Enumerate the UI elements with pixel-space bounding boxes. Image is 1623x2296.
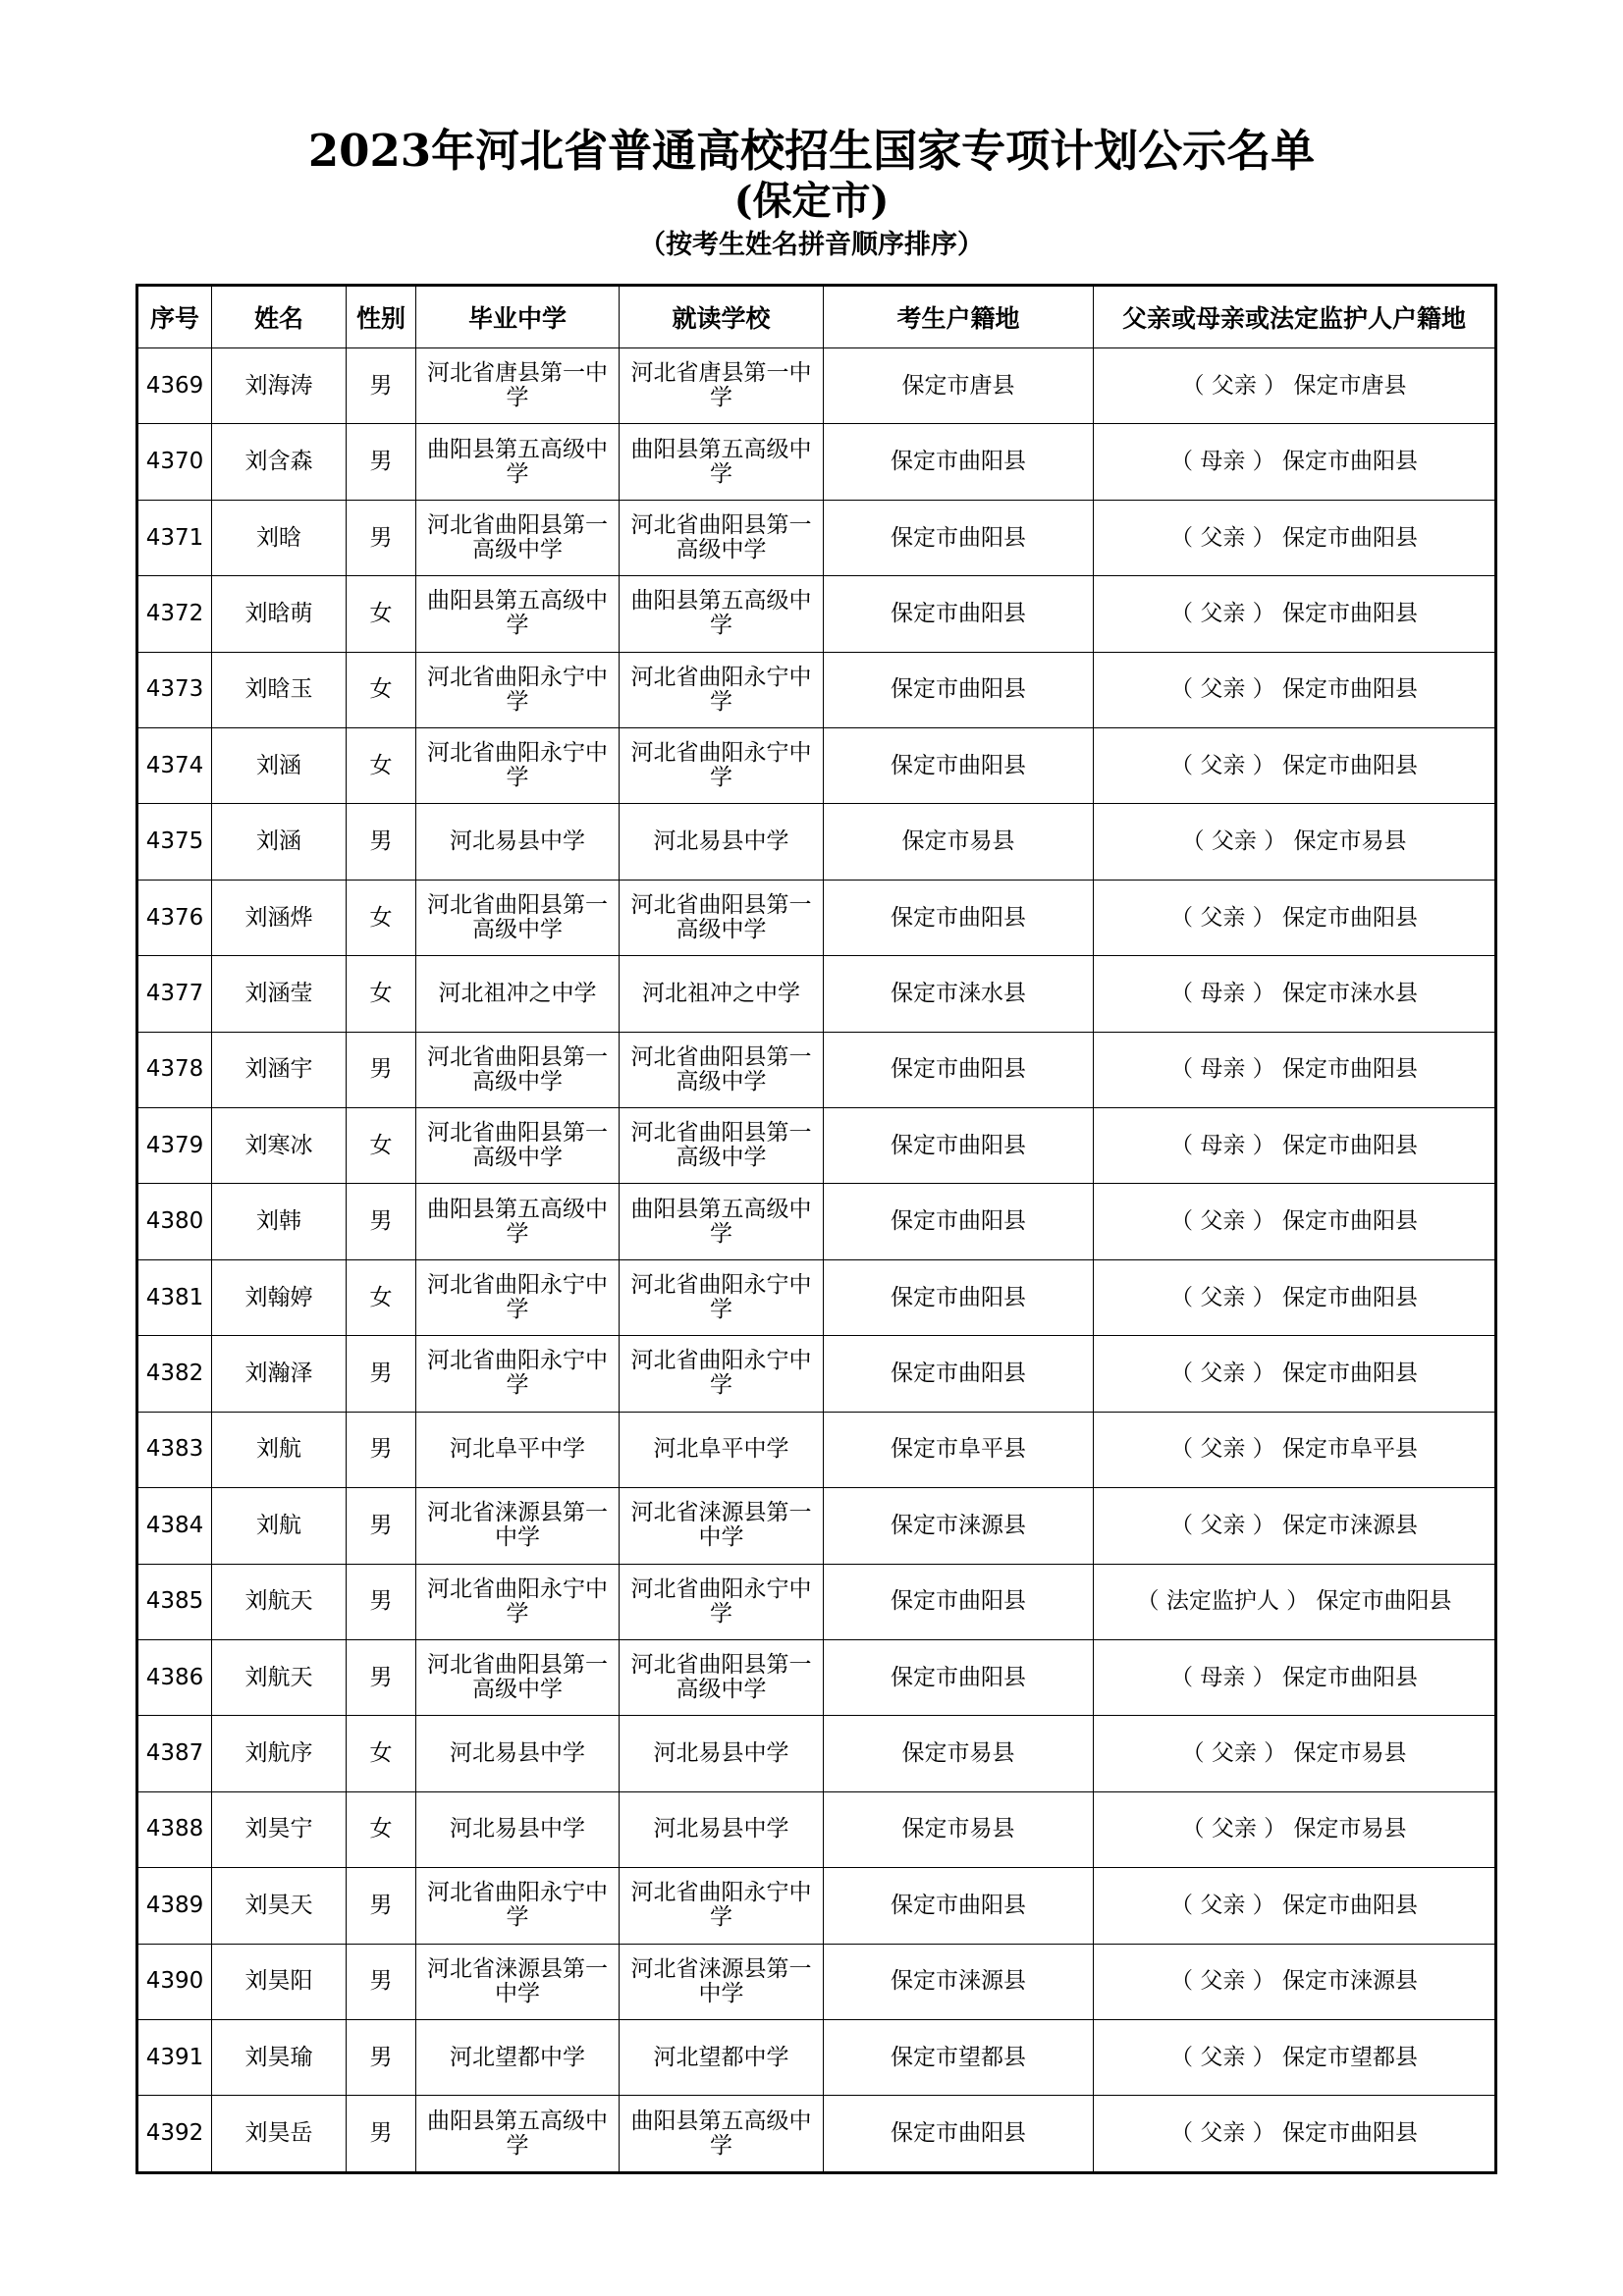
seq-cell: 4384 [137, 1488, 212, 1564]
guardian-domicile-cell: （ 母亲 ） 保定市曲阳县 [1094, 424, 1496, 500]
current-school-cell: 河北易县中学 [620, 804, 824, 880]
name-cell: 刘昊瑜 [212, 2019, 347, 2095]
graduation-school-cell: 河北易县中学 [416, 804, 620, 880]
guardian-domicile-cell: （ 父亲 ） 保定市曲阳县 [1094, 1259, 1496, 1335]
table-row [137, 348, 1496, 424]
guardian-domicile-cell: （ 母亲 ） 保定市曲阳县 [1094, 1032, 1496, 1107]
guardian-domicile-cell: （ 父亲 ） 保定市阜平县 [1094, 1412, 1496, 1487]
name-cell: 刘翰婷 [212, 1259, 347, 1335]
table-row [137, 1184, 1496, 1259]
student-domicile-cell: 保定市曲阳县 [824, 1032, 1094, 1107]
guardian-domicile-cell: （ 父亲 ） 保定市曲阳县 [1094, 2096, 1496, 2173]
roster-body [137, 348, 1496, 2173]
current-school-cell: 河北省曲阳永宁中学 [620, 1336, 824, 1412]
graduation-school-cell: 曲阳县第五高级中学 [416, 1184, 620, 1259]
gender-cell: 女 [347, 956, 416, 1032]
seq-cell: 4391 [137, 2019, 212, 2095]
header-row [137, 286, 1496, 348]
guardian-domicile-cell: （ 父亲 ） 保定市曲阳县 [1094, 1184, 1496, 1259]
guardian-domicile-cell: （ 父亲 ） 保定市曲阳县 [1094, 1336, 1496, 1412]
name-cell: 刘昊岳 [212, 2096, 347, 2173]
seq-cell: 4373 [137, 652, 212, 727]
guardian-domicile-cell: （ 父亲 ） 保定市曲阳县 [1094, 1868, 1496, 1944]
graduation-school-cell: 曲阳县第五高级中学 [416, 576, 620, 652]
document-title: 2023年河北省普通高校招生国家专项计划公示名单 [307, 125, 1316, 177]
gender-cell: 女 [347, 880, 416, 955]
guardian-domicile-cell: （ 父亲 ） 保定市望都县 [1094, 2019, 1496, 2095]
name-cell: 刘昊阳 [212, 1944, 347, 2019]
student-domicile-cell: 保定市易县 [824, 1791, 1094, 1867]
table-row [137, 1639, 1496, 1715]
guardian-domicile-cell: （ 母亲 ） 保定市涞水县 [1094, 956, 1496, 1032]
name-cell: 刘航天 [212, 1564, 347, 1639]
graduation-school-cell: 河北省曲阳永宁中学 [416, 1868, 620, 1944]
graduation-school-cell: 河北易县中学 [416, 1791, 620, 1867]
gender-cell: 男 [347, 1032, 416, 1107]
header-seq: 序号 [137, 286, 212, 348]
student-domicile-cell: 保定市涞源县 [824, 1488, 1094, 1564]
graduation-school-cell: 河北祖冲之中学 [416, 956, 620, 1032]
table-row [137, 804, 1496, 880]
student-domicile-cell: 保定市阜平县 [824, 1412, 1094, 1487]
gender-cell: 女 [347, 576, 416, 652]
header-graduation-school: 毕业中学 [416, 286, 620, 348]
student-domicile-cell: 保定市曲阳县 [824, 576, 1094, 652]
name-cell: 刘含森 [212, 424, 347, 500]
current-school-cell: 河北省曲阳县第一高级中学 [620, 1108, 824, 1184]
name-cell: 刘涵烨 [212, 880, 347, 955]
seq-cell: 4372 [137, 576, 212, 652]
student-domicile-cell: 保定市涞水县 [824, 956, 1094, 1032]
guardian-domicile-cell: （ 父亲 ） 保定市曲阳县 [1094, 576, 1496, 652]
seq-cell: 4378 [137, 1032, 212, 1107]
current-school-cell: 河北望都中学 [620, 2019, 824, 2095]
seq-cell: 4387 [137, 1716, 212, 1791]
name-cell: 刘航序 [212, 1716, 347, 1791]
seq-cell: 4377 [137, 956, 212, 1032]
current-school-cell: 河北省曲阳县第一高级中学 [620, 500, 824, 575]
student-domicile-cell: 保定市曲阳县 [824, 1108, 1094, 1184]
roster-table [135, 284, 1497, 2174]
graduation-school-cell: 河北易县中学 [416, 1716, 620, 1791]
current-school-cell: 河北省曲阳县第一高级中学 [620, 880, 824, 955]
graduation-school-cell: 河北省曲阳永宁中学 [416, 652, 620, 727]
current-school-cell: 河北省曲阳县第一高级中学 [620, 1639, 824, 1715]
gender-cell: 男 [347, 500, 416, 575]
gender-cell: 女 [347, 1108, 416, 1184]
table-row [137, 1716, 1496, 1791]
header-gender: 性别 [347, 286, 416, 348]
table-row [137, 728, 1496, 804]
student-domicile-cell: 保定市涞源县 [824, 1944, 1094, 2019]
gender-cell: 女 [347, 728, 416, 804]
table-row [137, 956, 1496, 1032]
gender-cell: 男 [347, 1944, 416, 2019]
gender-cell: 男 [347, 2019, 416, 2095]
name-cell: 刘航 [212, 1412, 347, 1487]
seq-cell: 4386 [137, 1639, 212, 1715]
gender-cell: 女 [347, 1259, 416, 1335]
student-domicile-cell: 保定市唐县 [824, 348, 1094, 424]
student-domicile-cell: 保定市曲阳县 [824, 880, 1094, 955]
gender-cell: 女 [347, 1716, 416, 1791]
graduation-school-cell: 河北省曲阳县第一高级中学 [416, 1639, 620, 1715]
graduation-school-cell: 河北省曲阳县第一高级中学 [416, 1108, 620, 1184]
name-cell: 刘涵宇 [212, 1032, 347, 1107]
seq-cell: 4392 [137, 2096, 212, 2173]
student-domicile-cell: 保定市曲阳县 [824, 1564, 1094, 1639]
student-domicile-cell: 保定市曲阳县 [824, 1184, 1094, 1259]
guardian-domicile-cell: （ 父亲 ） 保定市唐县 [1094, 348, 1496, 424]
gender-cell: 男 [347, 1868, 416, 1944]
guardian-domicile-cell: （ 父亲 ） 保定市曲阳县 [1094, 728, 1496, 804]
gender-cell: 男 [347, 1564, 416, 1639]
gender-cell: 男 [347, 804, 416, 880]
name-cell: 刘韩 [212, 1184, 347, 1259]
graduation-school-cell: 曲阳县第五高级中学 [416, 2096, 620, 2173]
current-school-cell: 河北省曲阳永宁中学 [620, 728, 824, 804]
gender-cell: 男 [347, 2096, 416, 2173]
table-row [137, 500, 1496, 575]
table-row [137, 880, 1496, 955]
graduation-school-cell: 曲阳县第五高级中学 [416, 424, 620, 500]
current-school-cell: 曲阳县第五高级中学 [620, 2096, 824, 2173]
guardian-domicile-cell: （ 母亲 ） 保定市曲阳县 [1094, 1639, 1496, 1715]
header-student-domicile: 考生户籍地 [824, 286, 1094, 348]
current-school-cell: 河北易县中学 [620, 1791, 824, 1867]
guardian-domicile-cell: （ 父亲 ） 保定市曲阳县 [1094, 500, 1496, 575]
seq-cell: 4370 [137, 424, 212, 500]
table-row [137, 1791, 1496, 1867]
seq-cell: 4389 [137, 1868, 212, 1944]
student-domicile-cell: 保定市望都县 [824, 2019, 1094, 2095]
current-school-cell: 河北省涞源县第一中学 [620, 1944, 824, 2019]
table-row [137, 1868, 1496, 1944]
document-subtitle: (保定市) [733, 178, 890, 224]
seq-cell: 4376 [137, 880, 212, 955]
current-school-cell: 河北阜平中学 [620, 1412, 824, 1487]
table-row [137, 1412, 1496, 1487]
graduation-school-cell: 河北阜平中学 [416, 1412, 620, 1487]
seq-cell: 4369 [137, 348, 212, 424]
header-guardian-domicile: 父亲或母亲或法定监护人户籍地 [1094, 286, 1496, 348]
guardian-domicile-cell: （ 父亲 ） 保定市曲阳县 [1094, 880, 1496, 955]
guardian-domicile-cell: （ 法定监护人 ） 保定市曲阳县 [1094, 1564, 1496, 1639]
seq-cell: 4374 [137, 728, 212, 804]
seq-cell: 4380 [137, 1184, 212, 1259]
table-row [137, 1944, 1496, 2019]
gender-cell: 男 [347, 348, 416, 424]
name-cell: 刘寒冰 [212, 1108, 347, 1184]
table-row [137, 1564, 1496, 1639]
graduation-school-cell: 河北省曲阳永宁中学 [416, 1336, 620, 1412]
gender-cell: 女 [347, 652, 416, 727]
student-domicile-cell: 保定市曲阳县 [824, 2096, 1094, 2173]
student-domicile-cell: 保定市易县 [824, 804, 1094, 880]
table-row [137, 1032, 1496, 1107]
current-school-cell: 河北省曲阳永宁中学 [620, 1564, 824, 1639]
gender-cell: 男 [347, 424, 416, 500]
guardian-domicile-cell: （ 父亲 ） 保定市易县 [1094, 1791, 1496, 1867]
table-row [137, 1336, 1496, 1412]
guardian-domicile-cell: （ 母亲 ） 保定市曲阳县 [1094, 1108, 1496, 1184]
table-row [137, 1488, 1496, 1564]
guardian-domicile-cell: （ 父亲 ） 保定市曲阳县 [1094, 652, 1496, 727]
name-cell: 刘航天 [212, 1639, 347, 1715]
table-row [137, 652, 1496, 727]
student-domicile-cell: 保定市曲阳县 [824, 728, 1094, 804]
current-school-cell: 河北省曲阳永宁中学 [620, 1259, 824, 1335]
current-school-cell: 河北易县中学 [620, 1716, 824, 1791]
student-domicile-cell: 保定市曲阳县 [824, 1639, 1094, 1715]
table-row [137, 424, 1496, 500]
gender-cell: 男 [347, 1336, 416, 1412]
current-school-cell: 河北祖冲之中学 [620, 956, 824, 1032]
gender-cell: 男 [347, 1639, 416, 1715]
seq-cell: 4371 [137, 500, 212, 575]
name-cell: 刘航 [212, 1488, 347, 1564]
current-school-cell: 河北省曲阳县第一高级中学 [620, 1032, 824, 1107]
name-cell: 刘晗玉 [212, 652, 347, 727]
graduation-school-cell: 河北省唐县第一中学 [416, 348, 620, 424]
table-row [137, 1108, 1496, 1184]
name-cell: 刘瀚泽 [212, 1336, 347, 1412]
graduation-school-cell: 河北望都中学 [416, 2019, 620, 2095]
current-school-cell: 曲阳县第五高级中学 [620, 424, 824, 500]
current-school-cell: 河北省唐县第一中学 [620, 348, 824, 424]
student-domicile-cell: 保定市曲阳县 [824, 1868, 1094, 1944]
current-school-cell: 河北省涞源县第一中学 [620, 1488, 824, 1564]
seq-cell: 4375 [137, 804, 212, 880]
sort-note: （按考生姓名拼音顺序排序） [639, 230, 984, 260]
guardian-domicile-cell: （ 父亲 ） 保定市易县 [1094, 1716, 1496, 1791]
name-cell: 刘涵 [212, 804, 347, 880]
graduation-school-cell: 河北省曲阳县第一高级中学 [416, 880, 620, 955]
seq-cell: 4382 [137, 1336, 212, 1412]
name-cell: 刘涵 [212, 728, 347, 804]
name-cell: 刘昊宁 [212, 1791, 347, 1867]
table-row [137, 2019, 1496, 2095]
current-school-cell: 河北省曲阳永宁中学 [620, 652, 824, 727]
graduation-school-cell: 河北省涞源县第一中学 [416, 1488, 620, 1564]
seq-cell: 4383 [137, 1412, 212, 1487]
student-domicile-cell: 保定市曲阳县 [824, 652, 1094, 727]
name-cell: 刘晗萌 [212, 576, 347, 652]
seq-cell: 4388 [137, 1791, 212, 1867]
student-domicile-cell: 保定市曲阳县 [824, 1259, 1094, 1335]
graduation-school-cell: 河北省曲阳永宁中学 [416, 1259, 620, 1335]
current-school-cell: 曲阳县第五高级中学 [620, 576, 824, 652]
seq-cell: 4379 [137, 1108, 212, 1184]
name-cell: 刘晗 [212, 500, 347, 575]
header-current-school: 就读学校 [620, 286, 824, 348]
current-school-cell: 曲阳县第五高级中学 [620, 1184, 824, 1259]
name-cell: 刘昊天 [212, 1868, 347, 1944]
graduation-school-cell: 河北省曲阳永宁中学 [416, 1564, 620, 1639]
graduation-school-cell: 河北省曲阳永宁中学 [416, 728, 620, 804]
seq-cell: 4385 [137, 1564, 212, 1639]
table-row [137, 2096, 1496, 2173]
graduation-school-cell: 河北省涞源县第一中学 [416, 1944, 620, 2019]
gender-cell: 男 [347, 1412, 416, 1487]
current-school-cell: 河北省曲阳永宁中学 [620, 1868, 824, 1944]
seq-cell: 4381 [137, 1259, 212, 1335]
guardian-domicile-cell: （ 父亲 ） 保定市涞源县 [1094, 1488, 1496, 1564]
name-cell: 刘涵莹 [212, 956, 347, 1032]
seq-cell: 4390 [137, 1944, 212, 2019]
guardian-domicile-cell: （ 父亲 ） 保定市涞源县 [1094, 1944, 1496, 2019]
name-cell: 刘海涛 [212, 348, 347, 424]
student-domicile-cell: 保定市曲阳县 [824, 424, 1094, 500]
student-domicile-cell: 保定市易县 [824, 1716, 1094, 1791]
student-domicile-cell: 保定市曲阳县 [824, 1336, 1094, 1412]
gender-cell: 男 [347, 1184, 416, 1259]
graduation-school-cell: 河北省曲阳县第一高级中学 [416, 500, 620, 575]
guardian-domicile-cell: （ 父亲 ） 保定市易县 [1094, 804, 1496, 880]
gender-cell: 男 [347, 1488, 416, 1564]
student-domicile-cell: 保定市曲阳县 [824, 500, 1094, 575]
table-row [137, 576, 1496, 652]
gender-cell: 女 [347, 1791, 416, 1867]
graduation-school-cell: 河北省曲阳县第一高级中学 [416, 1032, 620, 1107]
table-row [137, 1259, 1496, 1335]
header-name: 姓名 [212, 286, 347, 348]
